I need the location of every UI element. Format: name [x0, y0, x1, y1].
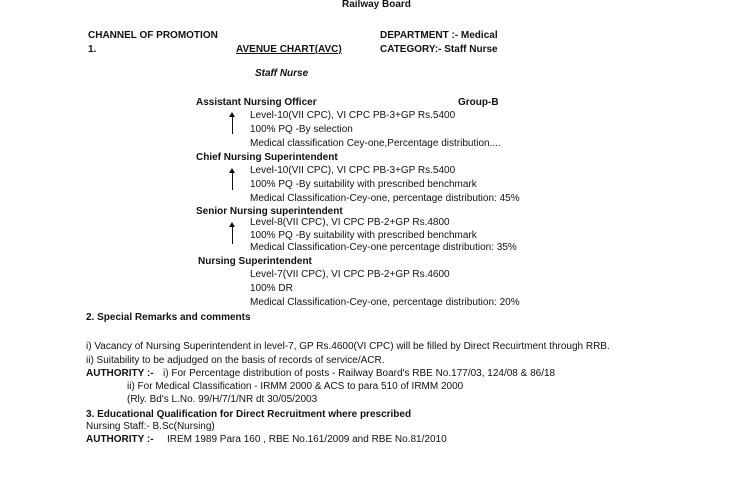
post-detail-line: 100% PQ -By suitability with prescribed benchmark: [250, 179, 477, 190]
channel-heading: CHANNEL OF PROMOTION: [88, 30, 218, 41]
promotion-arrow-icon: [228, 168, 238, 192]
qualification-authority-text: IREM 1989 Para 160 , RBE No.161/2009 and RBE No.81/2010: [167, 434, 447, 445]
cadre-title: Staff Nurse: [255, 68, 309, 79]
post-title-nursing-superintendent: Nursing Superintendent: [198, 256, 312, 267]
post-detail-line: Medical Classification-Cey-one, percentage distribution: 45%: [250, 193, 520, 204]
remark-item: i) Vacancy of Nursing Superintendent in level-7, GP Rs.4600(VI CPC) will be filled by Direct Recuirtment through RRB.: [86, 341, 610, 352]
post-detail-line: 100% PQ -By suitability with prescribed benchmark: [250, 230, 477, 241]
promotion-arrow-icon: [228, 112, 238, 136]
post-detail-line: Level-10(VII CPC), VI CPC PB-3+GP Rs.5400: [250, 110, 456, 121]
remark-item: ii) Suitability to be adjudged on the basis of records of service/ACR.: [86, 355, 385, 366]
post-detail-line: Level-7(VII CPC), VI CPC PB-2+GP Rs.4600: [250, 269, 450, 280]
department-label: DEPARTMENT :- Medical: [380, 30, 498, 41]
qualification-line: Nursing Staff:- B.Sc(Nursing): [86, 421, 215, 432]
post-detail-line: 100% PQ -By selection: [250, 124, 353, 135]
page-header-title: Railway Board: [342, 0, 411, 10]
remarks-heading: 2. Special Remarks and comments: [86, 312, 251, 323]
qualification-authority-label: AUTHORITY :-: [86, 434, 154, 445]
post-detail-line: Medical classification Cey-one,Percentage distribution....: [250, 138, 501, 149]
qualification-heading: 3. Educational Qualification for Direct Recruitment where prescribed: [86, 409, 412, 420]
post-title-chief-nursing-superintendent: Chief Nursing Superintendent: [196, 152, 338, 163]
post-title-senior-nursing-superintendent: Senior Nursing superintendent: [196, 206, 343, 217]
post-detail-line: Medical Classification-Cey-one percentage distribution: 35%: [250, 242, 517, 253]
post-title-assistant-nursing-officer: Assistant Nursing Officer: [196, 97, 317, 108]
authority-line: i) For Percentage distribution of posts - Railway Board's RBE No.177/03, 124/08 & 86/18: [163, 368, 556, 379]
promotion-arrow-icon: [228, 222, 238, 246]
post-group-label: Group-B: [458, 97, 499, 108]
chart-title: AVENUE CHART(AVC): [236, 44, 342, 55]
post-detail-line: 100% DR: [250, 283, 293, 294]
post-detail-line: Medical Classification-Cey-one, percentage distribution: 20%: [250, 297, 520, 308]
post-detail-line: Level-10(VII CPC), VI CPC PB-3+GP Rs.5400: [250, 165, 456, 176]
item-number: 1.: [88, 44, 97, 55]
authority-label: AUTHORITY :-: [86, 368, 154, 379]
authority-line: ii) For Medical Classification - IRMM 2000 & ACS to para 510 of IRMM 2000: [127, 381, 464, 392]
authority-line: (Rly. Bd's L.No. 99/H/7/1/NR dt 30/05/2003: [127, 394, 318, 405]
category-label: CATEGORY:- Staff Nurse: [380, 44, 498, 55]
post-detail-line: Level-8(VII CPC), VI CPC PB-2+GP Rs.4800: [250, 217, 450, 228]
